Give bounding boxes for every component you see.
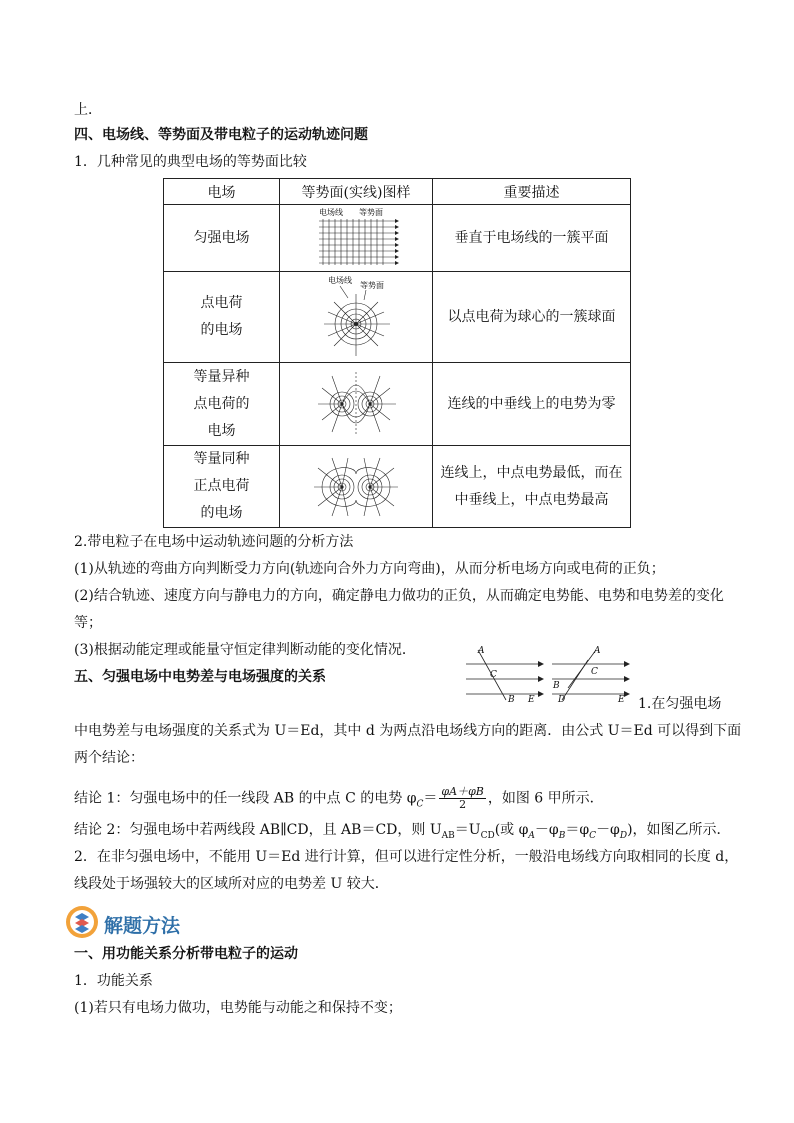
table-row [164, 272, 631, 363]
subscript: D [619, 830, 628, 841]
section-title: 五、匀强电场中电势差与电场强度的关系 [74, 669, 326, 685]
figure-label: E [528, 695, 535, 702]
subscript: C [589, 830, 597, 841]
table-header: 电场 [164, 179, 280, 205]
text: 结论 2：匀强电场中若两线段 AB∥CD，且 AB＝CD，则 U [74, 822, 442, 838]
figure-label: E [618, 695, 625, 702]
figure-label: A [478, 646, 485, 656]
figure-label: B [553, 681, 560, 691]
methods-title: 解题方法 [104, 915, 181, 937]
field-name [164, 446, 280, 528]
text-line: 中电势差与电场强度的关系式为 U＝Ed，其中 d 为两点沿电场线方向的距离．由公式 U＝Ed 可以得到下面 [74, 723, 742, 739]
text-line: (2)结合轨迹、速度方向与静电力的方向，确定静电力做功的正负，从而确定电势能、电势和电势差的变化 [74, 588, 724, 604]
cell-text: 的电场 [200, 505, 243, 521]
diagram-label: 等势面 [360, 281, 384, 290]
figure-label: B [508, 695, 515, 702]
text: ＝ [423, 790, 438, 807]
subscript: AB [441, 830, 455, 841]
field-name [164, 363, 280, 446]
cell-text: 电场 [207, 422, 236, 439]
text: －φ [596, 822, 620, 838]
table-header: 等势面(实线)图样 [280, 179, 433, 205]
text-line: 两个结论： [74, 750, 144, 766]
field-description [433, 446, 631, 528]
cell-text: 点电荷的 [193, 395, 250, 412]
cell-text: 连线的中垂线上的电势为零 [447, 395, 616, 412]
cell-text: 的电场 [200, 322, 243, 338]
table-row [164, 446, 631, 528]
text: ＝φ [565, 822, 590, 838]
subscript: B [558, 830, 566, 841]
like-charges-diagram [280, 446, 433, 528]
field-name [164, 272, 280, 363]
text-line: (1)若只有电场力做功，电势能与动能之和保持不变； [74, 1000, 402, 1016]
text-line: 1．功能关系 [74, 973, 153, 989]
text-line: 1．几种常见的典型电场的等势面比较 [74, 154, 307, 170]
text: ，如图 6 甲所示． [487, 790, 604, 807]
subscript: A [528, 830, 535, 841]
table-header-row [164, 179, 631, 205]
text: 结论 1：匀强电场中的任一线段 AB 的中点 C 的电势 φ [74, 790, 417, 807]
cell-text: 点电荷 [200, 295, 243, 311]
uniform-field-diagram [280, 205, 433, 272]
figure-label: D [558, 695, 566, 702]
text-line: 上． [74, 102, 102, 118]
opposite-charges-diagram [280, 363, 433, 446]
diagram-label: 电场线 [328, 276, 352, 285]
figure-label: C [591, 667, 598, 677]
cell-text: 中垂线上，中点电势最高 [454, 491, 609, 508]
subscript: CD [480, 830, 495, 841]
cell-text: 连线上，中点电势最低，而在 [440, 464, 623, 481]
text-line: 2．在非匀强电场中，不能用 U＝Ed 进行计算，但可以进行定性分析，一般沿电场线方向取相同的长度 d， [74, 849, 739, 865]
text: －φ [534, 822, 559, 838]
uniform-field-figures [460, 642, 640, 702]
section-title: 四、电场线、等势面及带电粒子的运动轨迹问题 [74, 127, 368, 143]
cell-text: 等量同种 [193, 451, 250, 467]
table-header: 重要描述 [433, 179, 631, 205]
field-description [433, 205, 631, 272]
conclusion-2 [74, 821, 731, 845]
text-line: 等； [74, 615, 102, 631]
text: )，如图乙所示． [627, 822, 731, 838]
figure-label: C [490, 670, 497, 680]
text-line: (3)根据动能定理或能量守恒定律判断动能的变化情况． [74, 642, 416, 658]
text-line: (1)从轨迹的弯曲方向判断受力方向(轨迹向合外力方向弯曲)，从而分析电场方向或电荷的正负； [74, 561, 665, 577]
fraction [439, 786, 485, 811]
field-description [433, 363, 631, 446]
comparison-table [163, 178, 631, 528]
text: (或 φ [494, 822, 529, 838]
methods-logo-icon [64, 904, 100, 940]
subscript: C [416, 799, 424, 810]
text-line: 1.在匀强电场 [638, 696, 722, 712]
cell-text: 匀强电场 [193, 229, 250, 246]
text-line: 2.带电粒子在电场中运动轨迹问题的分析方法 [74, 534, 354, 550]
point-charge-diagram [280, 272, 433, 363]
field-name [164, 205, 280, 272]
text-line: 线段处于场强较大的区域所对应的电势差 U 较大． [74, 876, 389, 892]
text: ＝U [454, 822, 481, 838]
cell-text: 以点电荷为球心的一簇球面 [447, 308, 616, 325]
table-row [164, 205, 631, 272]
cell-text: 垂直于电场线的一簇平面 [454, 229, 609, 246]
diagram-label: 电场线 [319, 208, 343, 217]
fraction-denominator: 2 [459, 798, 467, 811]
cell-text: 等量异种 [193, 368, 250, 385]
diagram-label: 等势面 [359, 208, 383, 217]
figure-label: A [594, 646, 601, 656]
section-title: 一、用功能关系分析带电粒子的运动 [74, 946, 298, 962]
fraction-numerator: φA＋φB [441, 785, 484, 798]
cell-text: 正点电荷 [193, 478, 250, 494]
conclusion-1 [74, 786, 604, 813]
field-description [433, 272, 631, 363]
table-row [164, 363, 631, 446]
